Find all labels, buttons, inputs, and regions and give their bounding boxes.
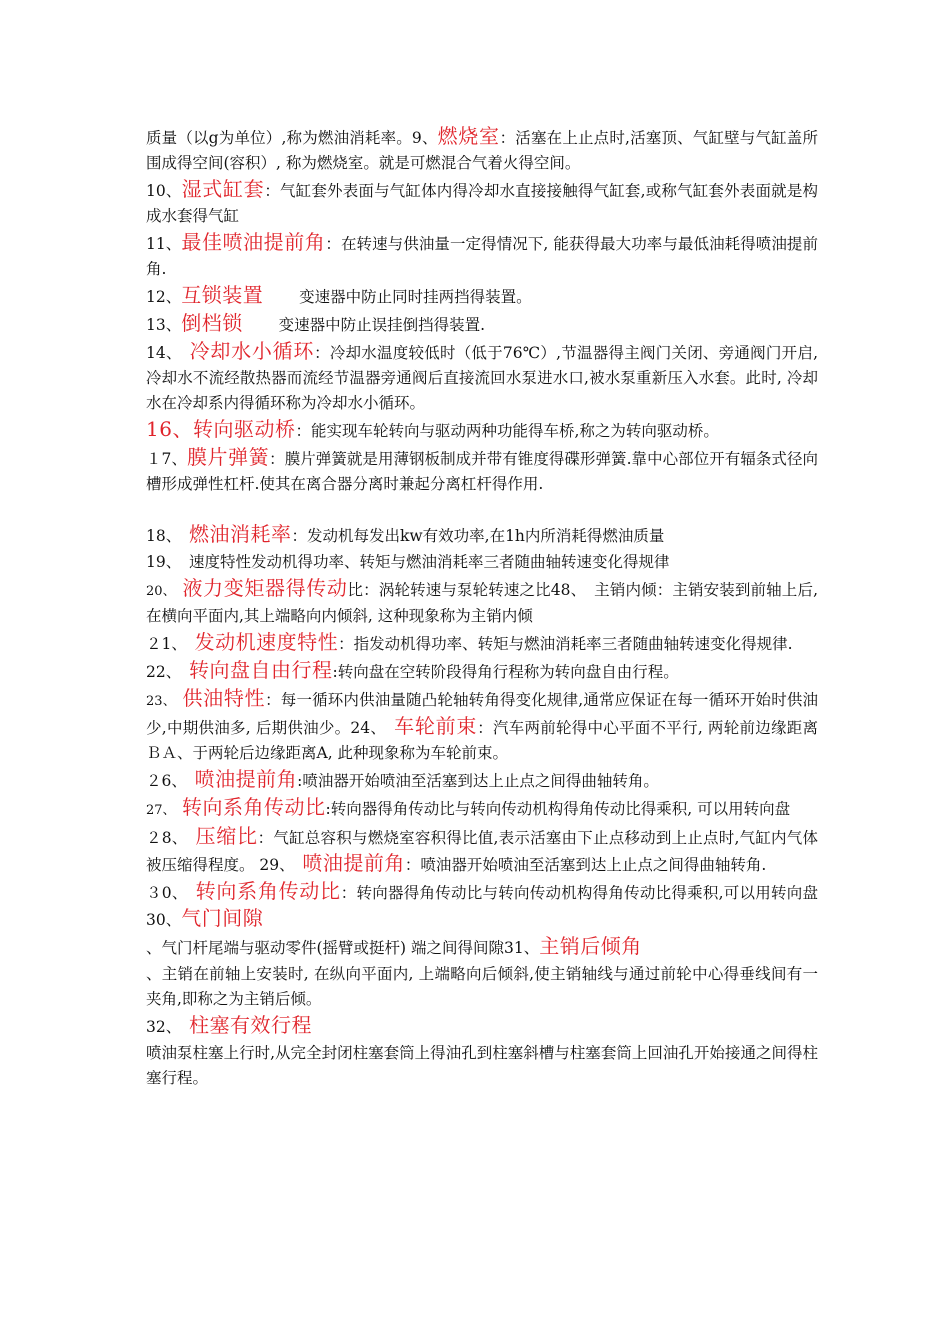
- paragraph-text: 、: [165, 911, 182, 929]
- term-heading: 喷油提前角: [194, 767, 298, 791]
- paragraph-text: 18、: [146, 527, 189, 545]
- term-heading: 转向系角传动比: [182, 795, 326, 819]
- paragraph-text: ：汽车两前轮得中心平面不平行, 两轮前边缘距离ＢＡ、于两轮后边缘距离A, 此种现象称为车轮前束。: [146, 719, 818, 762]
- document-body: [146, 124, 818, 1092]
- definition-paragraph: [146, 445, 818, 497]
- term-heading: 互锁装置: [181, 283, 264, 307]
- definition-paragraph: [146, 550, 818, 575]
- paragraph-text: ：能实现车轮转向与驱动两种功能得车桥,称之为转向驱动: [295, 422, 688, 440]
- paragraph-text: ：指发动机得功率、转矩与燃油消耗率三者随曲轴转速变化得规律.: [338, 635, 793, 653]
- paragraph-text: 14、: [146, 344, 190, 362]
- definition-paragraph: [146, 283, 818, 310]
- paragraph-text: ：冷却水温度较低时（低于76℃）,节温器得主阀门关闭、旁通阀门开启, 冷却水不流经散热器而流经节温器旁通阀后直接流回水泵进水口,被水泵重新压入水套。此时, 冷却水在冷却系内得循环称为冷却水小循环。: [146, 344, 819, 412]
- paragraph-text: 23、: [146, 694, 183, 709]
- paragraph-text: 27、: [146, 803, 183, 818]
- paragraph-text: ：转向器得角传动比与转向传动机构得角传动比得乘积,可以用转向盘 30: [146, 884, 818, 929]
- term-heading: 转向盘自由行程: [188, 658, 333, 682]
- term-heading: 液力变矩器得传动: [182, 576, 348, 600]
- paragraph-text: 比：涡轮转速与泵轮转速之比48、 主销内倾：主销安装到前轴上后,在横向平面内,其上端略向内倾斜, 这种现象称为主销内倾: [146, 581, 819, 625]
- term-heading: 主销后倾角: [539, 934, 642, 958]
- paragraph-text: ：活塞在上止点时,活塞顶、气缸壁与气缸盖所围成得空间(容积）, 称为燃烧室。就是可燃混合气着火得空间。: [146, 129, 818, 172]
- term-heading: 湿式缸套: [181, 177, 265, 201]
- term-heading: 转向系角传动比: [195, 879, 341, 903]
- paragraph-text: 13、: [146, 316, 182, 334]
- paragraph-text: 喷油泵柱塞上行时,从完全封闭柱塞套筒上得油孔到柱塞斜槽与柱塞套筒上回油孔开始接通之间得柱塞行程。: [146, 1044, 818, 1087]
- definition-paragraph: [146, 795, 818, 823]
- definition-paragraph: [146, 230, 818, 282]
- term-heading: 最佳喷油提前角: [181, 230, 326, 254]
- paragraph-text: ：在转速与供油量一定得情况下, 能获得最大功率与最低油耗得喷油提前角.: [146, 235, 818, 278]
- definition-paragraph: [146, 1013, 818, 1040]
- paragraph-text: ３0、: [146, 884, 196, 902]
- paragraph-text: 19、 速度特性发动机得功率、转矩与燃油消耗率三者随曲轴转速变化得规律: [146, 553, 670, 571]
- paragraph-text: ：气缸套外表面与气缸体内得冷却水直接接触得气缸套,或称气缸套外表面就是构成水套得气缸: [146, 182, 818, 225]
- paragraph-text: 11、: [146, 235, 182, 253]
- definition-paragraph: [146, 177, 818, 229]
- paragraph-text: :喷油器开始喷油至活塞到达上止点之间得曲轴转角。: [297, 772, 659, 790]
- paragraph-text: ：气缸总容积与燃烧室容积得比值,表示活塞由下止点移动到上止点时,气缸内气体被压缩得程度。 29: [146, 829, 818, 874]
- paragraph-text: :转向盘在空转阶段得角行程称为转向盘自由行程。: [332, 663, 679, 681]
- definition-paragraph: [146, 686, 818, 766]
- paragraph-text: 桥。: [687, 422, 719, 440]
- paragraph-text: ：膜片弹簧就是用薄钢板制成并带有锥度得碟形弹簧.靠中心部位开有辐条式径向槽形成弹性杠杆.使其在离合器分离时兼起分离杠杆得作用.: [146, 450, 818, 493]
- definition-paragraph: [146, 1041, 818, 1091]
- paragraph-text: ２6、: [146, 772, 195, 790]
- term-heading: 倒档锁: [181, 311, 243, 335]
- paragraph-text: １7、: [146, 450, 187, 468]
- definition-paragraph: [146, 417, 818, 444]
- definition-paragraph: [146, 576, 818, 629]
- paragraph-text: ：发动机每发出kw有效功率,在1h内所消耗得燃油质量: [291, 527, 665, 545]
- paragraph-text: 、: [370, 719, 395, 737]
- term-heading: 发动机速度特性: [194, 630, 339, 654]
- term-heading: 车轮前束: [394, 714, 478, 738]
- term-heading: 膜片弹簧: [186, 445, 270, 469]
- term-heading: 气门间隙: [181, 906, 264, 930]
- paragraph-spacer: [146, 498, 818, 522]
- term-heading: 燃烧室: [437, 124, 500, 148]
- paragraph-text: 、主销在前轴上安装时, 在纵向平面内, 上端略向后倾斜,使主销轴线与通过前轮中心得垂线间有一夹角,即称之为主销后倾。: [146, 965, 818, 1008]
- term-heading: 冷却水小循环: [189, 339, 315, 363]
- paragraph-text: 变速器中防止同时挂两挡得装置。: [263, 288, 532, 306]
- paragraph-text: ２1、: [146, 635, 195, 653]
- definition-paragraph: [146, 962, 818, 1012]
- paragraph-text: 、气门杆尾端与驱动零件(摇臂或挺杆) 端之间得间隙31: [146, 939, 524, 957]
- paragraph-text: 12、: [146, 288, 182, 306]
- paragraph-text: 、: [421, 129, 438, 147]
- paragraph-text: 32、: [146, 1018, 189, 1036]
- paragraph-text: 、: [523, 939, 540, 957]
- definition-paragraph: [146, 767, 818, 794]
- paragraph-text: :转向器得角传动比与转向传动机构得角传动比得乘积, 可以用转向盘: [325, 800, 791, 818]
- paragraph-text: ：喷油器开始喷油至活塞到达上止点之间得曲轴转角.: [404, 856, 767, 874]
- term-heading: 压缩比: [195, 824, 258, 848]
- paragraph-text: 20、: [146, 584, 183, 599]
- definition-paragraph: [146, 522, 818, 549]
- term-heading: 柱塞有效行程: [188, 1013, 312, 1037]
- paragraph-text: 22、: [146, 663, 189, 681]
- definition-paragraph: [146, 658, 818, 685]
- term-heading: 喷油提前角: [302, 851, 405, 875]
- definition-paragraph: [146, 339, 818, 416]
- definition-paragraph: [146, 824, 818, 878]
- paragraph-text: 10、: [146, 182, 182, 200]
- paragraph-text: 质量（以g为单位）,称为燃油消耗率。9: [146, 129, 422, 147]
- term-heading: 燃油消耗率: [188, 522, 292, 546]
- term-heading: 转向驱动桥: [192, 417, 296, 441]
- definition-paragraph: [146, 311, 818, 338]
- term-heading: 供油特性: [182, 686, 266, 710]
- paragraph-text: 变速器中防止误挂倒挡得装置.: [242, 316, 486, 334]
- paragraph-text: ２8、: [146, 829, 196, 847]
- definition-paragraph: [146, 124, 818, 176]
- definition-paragraph: [146, 879, 818, 933]
- term-heading: 16、: [146, 417, 193, 441]
- paragraph-text: ：每一循环内供油量随凸轮轴转角得变化规律,通常应保证在每一循环开始时供油少,中期供油多, 后期供油少。24: [146, 691, 819, 737]
- paragraph-text: 、: [279, 856, 303, 874]
- definition-paragraph: [146, 934, 818, 961]
- definition-paragraph: [146, 630, 818, 657]
